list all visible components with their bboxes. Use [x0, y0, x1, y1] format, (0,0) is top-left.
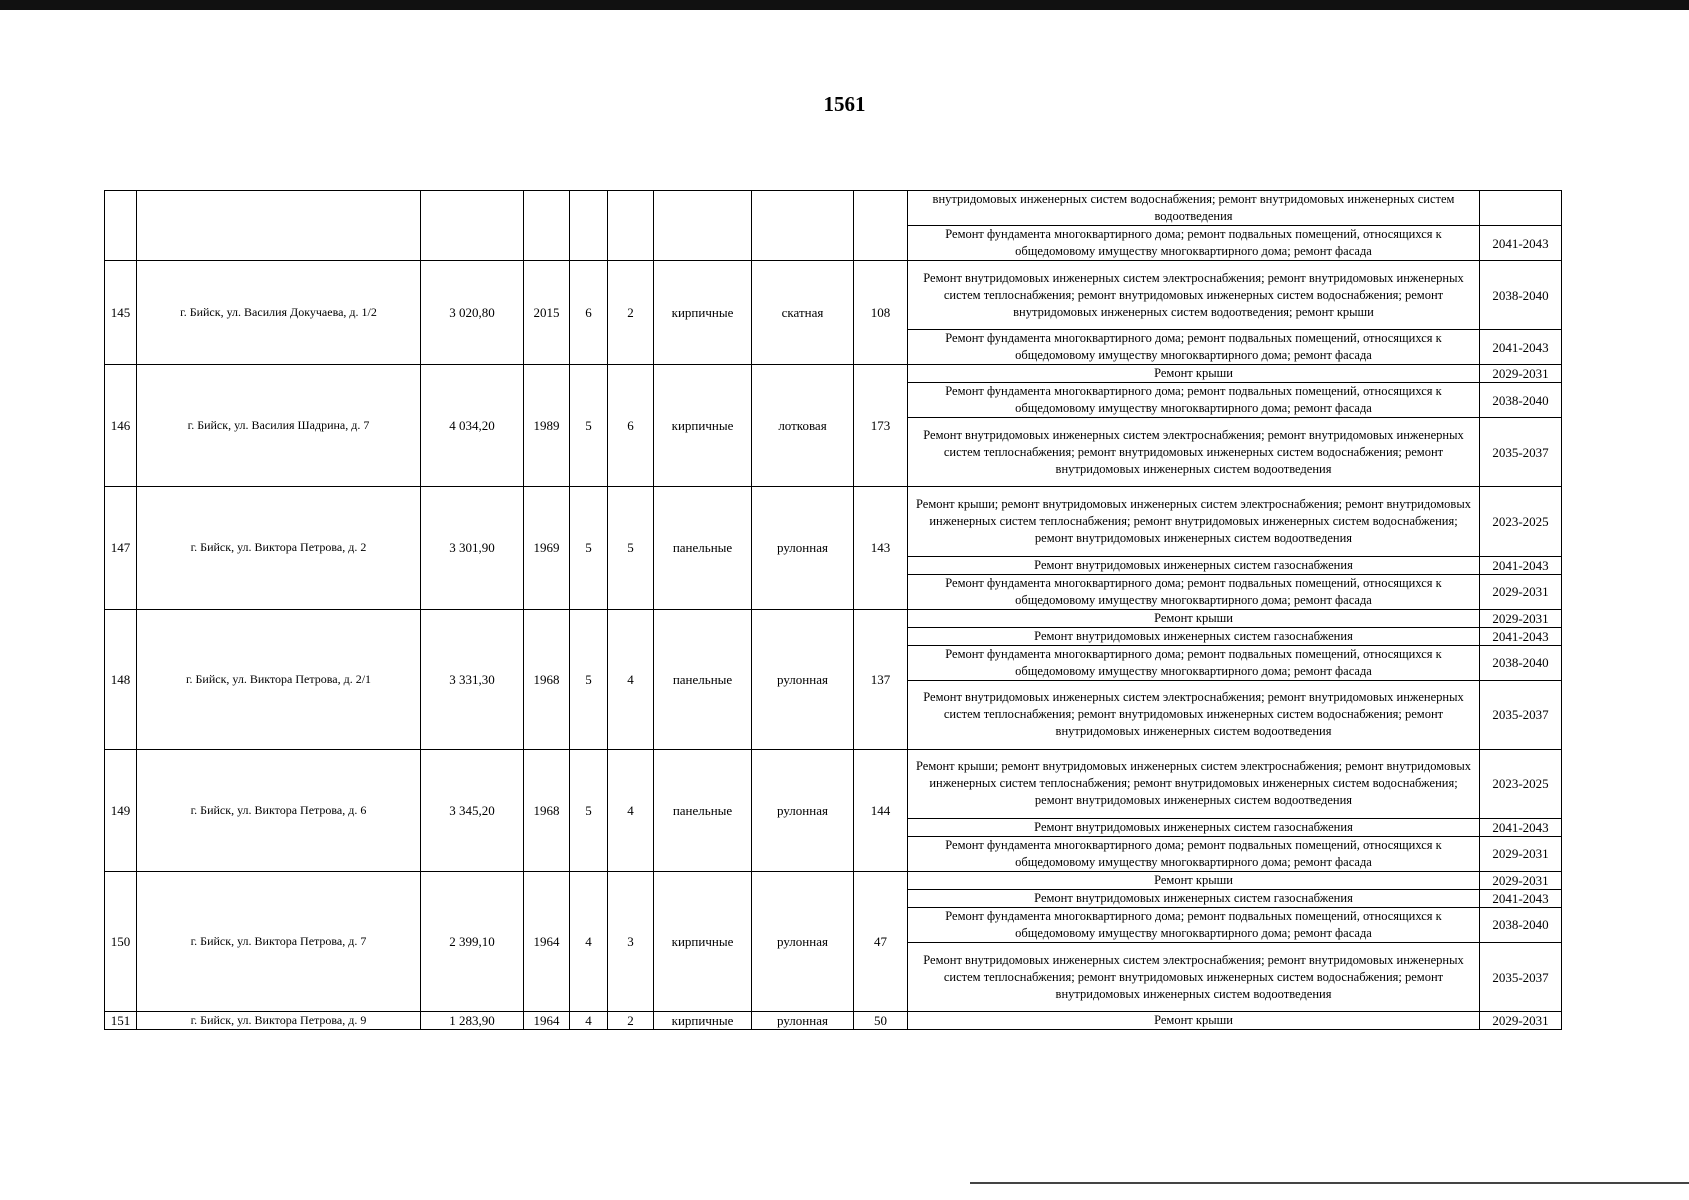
cell-repair-period: 2041-2043 [1480, 889, 1562, 907]
cell-number: 148 [105, 609, 137, 749]
cell-year-built [524, 191, 570, 261]
cell-year-built: 1964 [524, 871, 570, 1011]
scan-bottom-line [970, 1182, 1689, 1184]
cell-year-built: 1989 [524, 365, 570, 487]
cell-number: 149 [105, 749, 137, 871]
table-body [105, 191, 1562, 1030]
cell-year-built: 1964 [524, 1012, 570, 1030]
cell-repair-works: Ремонт фундамента многоквартирного дома; ремонт подвальных помещений, относящихся к общедомовому имуществу многоквартирного дома; ремонт фасада [908, 907, 1480, 942]
cell-roof-type: рулонная [752, 871, 854, 1011]
cell-roof-type [752, 191, 854, 261]
cell-floors [570, 191, 608, 261]
cell-repair-works: Ремонт внутридомовых инженерных систем электроснабжения; ремонт внутридомовых инженерных систем теплоснабжения; ремонт внутридомовых инженерных систем водоснабжения; ремонт внутридомовых инженерных систем водоотведения; ремонт крыши [908, 261, 1480, 330]
cell-entrances: 6 [608, 365, 654, 487]
table-row [105, 749, 1562, 818]
cell-repair-period: 2038-2040 [1480, 383, 1562, 418]
cell-repair-works: Ремонт фундамента многоквартирного дома; ремонт подвальных помещений, относящихся к общедомовому имуществу многоквартирного дома; ремонт фасада [908, 574, 1480, 609]
table-row [105, 871, 1562, 889]
cell-repair-period: 2023-2025 [1480, 749, 1562, 818]
cell-entrances: 2 [608, 261, 654, 365]
cell-repair-works: Ремонт крыши [908, 871, 1480, 889]
cell-wall-material: кирпичные [654, 365, 752, 487]
capital-repair-table [104, 190, 1562, 1030]
cell-wall-material: кирпичные [654, 871, 752, 1011]
cell-roof-type: рулонная [752, 609, 854, 749]
table-row [105, 1012, 1562, 1030]
cell-residents: 173 [854, 365, 908, 487]
cell-entrances [608, 191, 654, 261]
cell-wall-material: панельные [654, 487, 752, 609]
cell-address: г. Бийск, ул. Виктора Петрова, д. 2 [137, 487, 421, 609]
cell-repair-period: 2041-2043 [1480, 330, 1562, 365]
page-number: 1561 [823, 92, 866, 116]
cell-repair-period: 2029-2031 [1480, 1012, 1562, 1030]
cell-address: г. Бийск, ул. Василия Шадрина, д. 7 [137, 365, 421, 487]
cell-repair-period: 2035-2037 [1480, 680, 1562, 749]
cell-total-area: 3 301,90 [421, 487, 524, 609]
cell-repair-period: 2041-2043 [1480, 818, 1562, 836]
cell-year-built: 1968 [524, 609, 570, 749]
cell-total-area [421, 191, 524, 261]
cell-address: г. Бийск, ул. Виктора Петрова, д. 6 [137, 749, 421, 871]
cell-number: 147 [105, 487, 137, 609]
cell-repair-period: 2041-2043 [1480, 226, 1562, 261]
cell-floors: 4 [570, 871, 608, 1011]
cell-entrances: 3 [608, 871, 654, 1011]
cell-number: 150 [105, 871, 137, 1011]
cell-address: г. Бийск, ул. Виктора Петрова, д. 2/1 [137, 609, 421, 749]
cell-roof-type: скатная [752, 261, 854, 365]
cell-address: г. Бийск, ул. Виктора Петрова, д. 9 [137, 1012, 421, 1030]
cell-total-area: 3 020,80 [421, 261, 524, 365]
cell-residents: 108 [854, 261, 908, 365]
cell-residents: 50 [854, 1012, 908, 1030]
cell-residents: 137 [854, 609, 908, 749]
cell-repair-period: 2029-2031 [1480, 365, 1562, 383]
cell-floors: 6 [570, 261, 608, 365]
cell-wall-material: кирпичные [654, 261, 752, 365]
cell-repair-works: внутридомовых инженерных систем водоснабжения; ремонт внутридомовых инженерных систем водоотведения [908, 191, 1480, 226]
cell-floors: 4 [570, 1012, 608, 1030]
cell-number: 146 [105, 365, 137, 487]
cell-total-area: 2 399,10 [421, 871, 524, 1011]
cell-repair-period: 2029-2031 [1480, 609, 1562, 627]
cell-roof-type: рулонная [752, 1012, 854, 1030]
cell-repair-period: 2035-2037 [1480, 418, 1562, 487]
cell-total-area: 4 034,20 [421, 365, 524, 487]
cell-residents: 143 [854, 487, 908, 609]
cell-number [105, 191, 137, 261]
scan-top-border [0, 0, 1689, 10]
cell-repair-period [1480, 191, 1562, 226]
cell-repair-works: Ремонт внутридомовых инженерных систем газоснабжения [908, 818, 1480, 836]
cell-repair-works: Ремонт фундамента многоквартирного дома; ремонт подвальных помещений, относящихся к общедомовому имуществу многоквартирного дома; ремонт фасада [908, 836, 1480, 871]
cell-number: 145 [105, 261, 137, 365]
cell-repair-works: Ремонт внутридомовых инженерных систем газоснабжения [908, 627, 1480, 645]
cell-address [137, 191, 421, 261]
cell-entrances: 4 [608, 749, 654, 871]
cell-entrances: 5 [608, 487, 654, 609]
cell-residents [854, 191, 908, 261]
cell-repair-works: Ремонт внутридомовых инженерных систем электроснабжения; ремонт внутридомовых инженерных систем теплоснабжения; ремонт внутридомовых инженерных систем водоснабжения; ремонт внутридомовых инженерных систем водоотведения [908, 418, 1480, 487]
cell-repair-works: Ремонт фундамента многоквартирного дома; ремонт подвальных помещений, относящихся к общедомовому имуществу многоквартирного дома; ремонт фасада [908, 645, 1480, 680]
cell-floors: 5 [570, 365, 608, 487]
cell-wall-material [654, 191, 752, 261]
cell-residents: 47 [854, 871, 908, 1011]
cell-floors: 5 [570, 609, 608, 749]
cell-floors: 5 [570, 487, 608, 609]
cell-repair-works: Ремонт крыши; ремонт внутридомовых инженерных систем электроснабжения; ремонт внутридомовых инженерных систем теплоснабжения; ремонт внутридомовых инженерных систем водоснабжения; ремонт внутридомовых инженерных систем водоотведения [908, 487, 1480, 556]
cell-year-built: 2015 [524, 261, 570, 365]
cell-repair-period: 2038-2040 [1480, 645, 1562, 680]
cell-repair-period: 2029-2031 [1480, 574, 1562, 609]
cell-residents: 144 [854, 749, 908, 871]
cell-wall-material: панельные [654, 609, 752, 749]
cell-repair-works: Ремонт внутридомовых инженерных систем газоснабжения [908, 556, 1480, 574]
cell-repair-works: Ремонт фундамента многоквартирного дома; ремонт подвальных помещений, относящихся к общедомовому имуществу многоквартирного дома; ремонт фасада [908, 226, 1480, 261]
cell-repair-period: 2029-2031 [1480, 871, 1562, 889]
cell-year-built: 1968 [524, 749, 570, 871]
cell-repair-period: 2041-2043 [1480, 627, 1562, 645]
cell-repair-works: Ремонт крыши; ремонт внутридомовых инженерных систем электроснабжения; ремонт внутридомовых инженерных систем теплоснабжения; ремонт внутридомовых инженерных систем водоснабжения; ремонт внутридомовых инженерных систем водоотведения [908, 749, 1480, 818]
cell-floors: 5 [570, 749, 608, 871]
cell-total-area: 1 283,90 [421, 1012, 524, 1030]
cell-repair-period: 2041-2043 [1480, 556, 1562, 574]
cell-repair-works: Ремонт крыши [908, 365, 1480, 383]
cell-number: 151 [105, 1012, 137, 1030]
table-row [105, 609, 1562, 627]
cell-repair-works: Ремонт внутридомовых инженерных систем электроснабжения; ремонт внутридомовых инженерных систем теплоснабжения; ремонт внутридомовых инженерных систем водоснабжения; ремонт внутридомовых инженерных систем водоотведения [908, 680, 1480, 749]
cell-wall-material: кирпичные [654, 1012, 752, 1030]
cell-total-area: 3 345,20 [421, 749, 524, 871]
cell-roof-type: рулонная [752, 487, 854, 609]
cell-repair-works: Ремонт внутридомовых инженерных систем электроснабжения; ремонт внутридомовых инженерных систем теплоснабжения; ремонт внутридомовых инженерных систем водоснабжения; ремонт внутридомовых инженерных систем водоотведения [908, 942, 1480, 1011]
cell-repair-works: Ремонт фундамента многоквартирного дома; ремонт подвальных помещений, относящихся к общедомовому имуществу многоквартирного дома; ремонт фасада [908, 330, 1480, 365]
cell-repair-period: 2038-2040 [1480, 261, 1562, 330]
cell-repair-period: 2035-2037 [1480, 942, 1562, 1011]
cell-repair-works: Ремонт крыши [908, 1012, 1480, 1030]
table-row [105, 261, 1562, 330]
table-row [105, 191, 1562, 226]
cell-entrances: 2 [608, 1012, 654, 1030]
cell-repair-works: Ремонт крыши [908, 609, 1480, 627]
cell-roof-type: лотковая [752, 365, 854, 487]
cell-repair-works: Ремонт внутридомовых инженерных систем газоснабжения [908, 889, 1480, 907]
table-row [105, 487, 1562, 556]
cell-address: г. Бийск, ул. Василия Докучаева, д. 1/2 [137, 261, 421, 365]
cell-year-built: 1969 [524, 487, 570, 609]
cell-roof-type: рулонная [752, 749, 854, 871]
cell-address: г. Бийск, ул. Виктора Петрова, д. 7 [137, 871, 421, 1011]
cell-repair-period: 2038-2040 [1480, 907, 1562, 942]
cell-entrances: 4 [608, 609, 654, 749]
cell-repair-period: 2023-2025 [1480, 487, 1562, 556]
cell-repair-period: 2029-2031 [1480, 836, 1562, 871]
cell-repair-works: Ремонт фундамента многоквартирного дома; ремонт подвальных помещений, относящихся к общедомовому имуществу многоквартирного дома; ремонт фасада [908, 383, 1480, 418]
table-row [105, 365, 1562, 383]
cell-wall-material: панельные [654, 749, 752, 871]
cell-total-area: 3 331,30 [421, 609, 524, 749]
